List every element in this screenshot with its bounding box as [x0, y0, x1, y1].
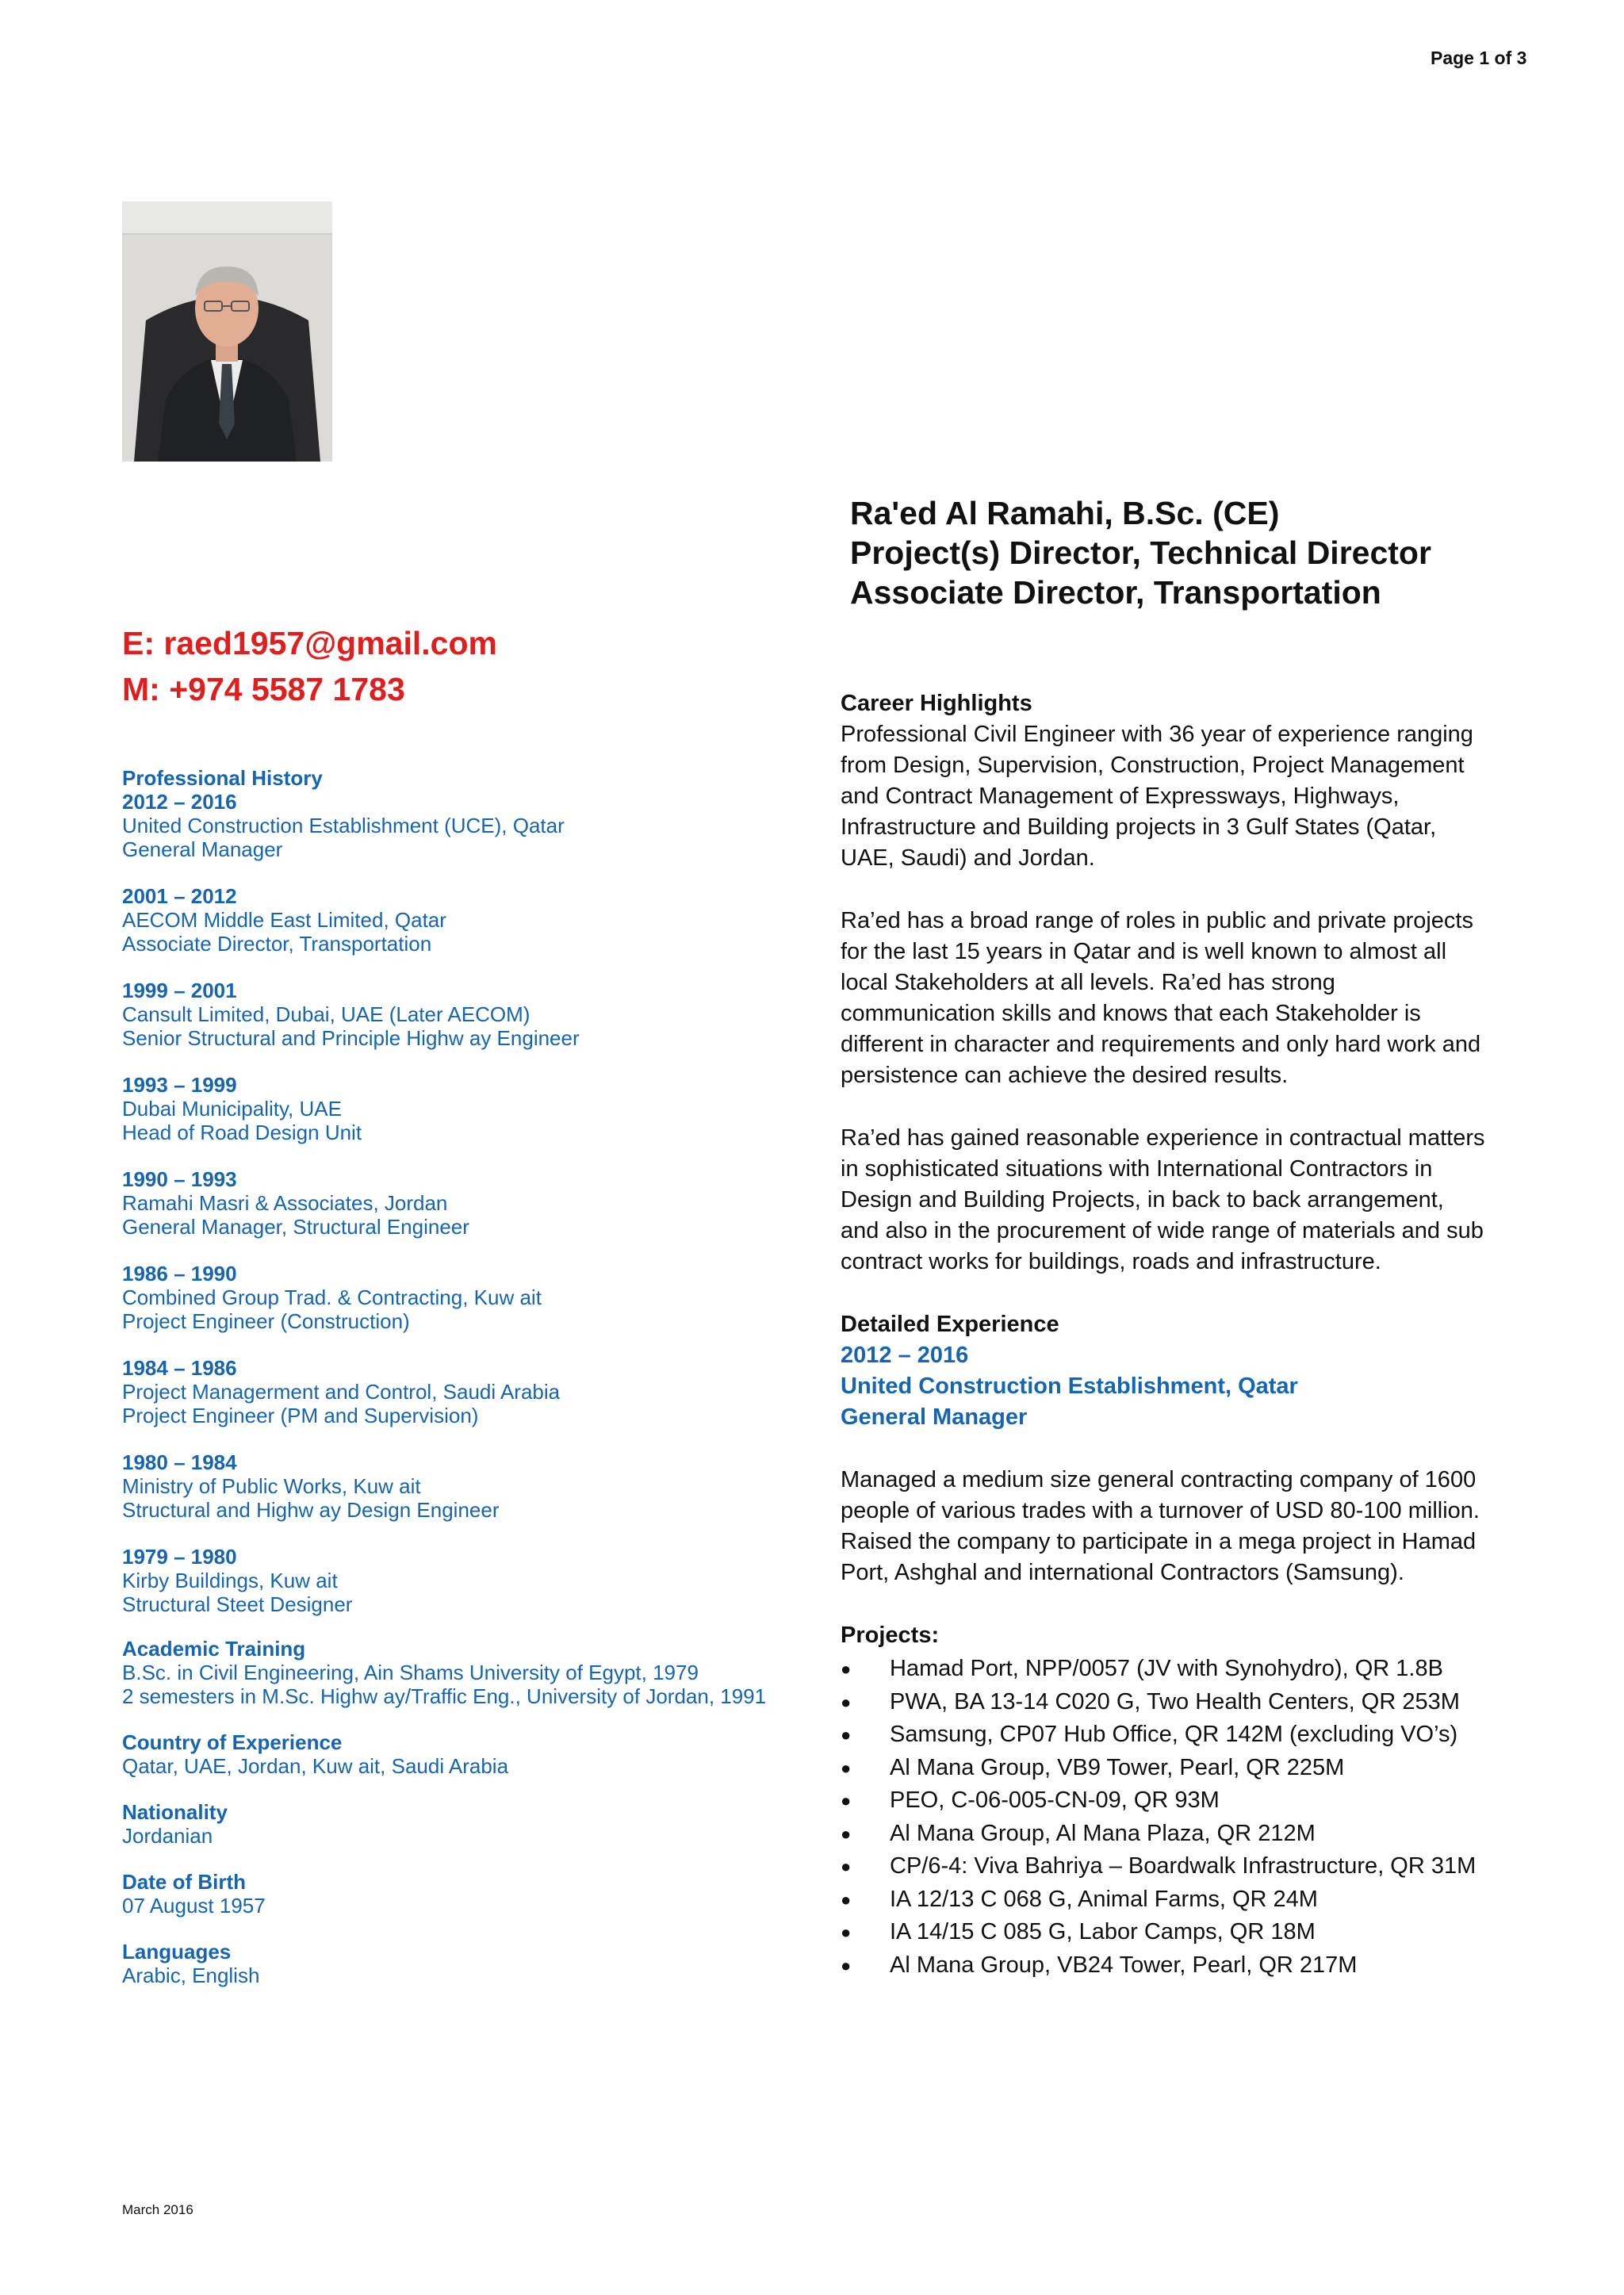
- career-highlights-heading: Career Highlights: [841, 691, 1032, 716]
- contact-block: [122, 620, 497, 712]
- bullet-icon: ●: [841, 1823, 852, 1844]
- history-role: General Manager, Structural Engineer: [122, 1215, 469, 1239]
- title-line: Associate Director, Transportation: [850, 574, 1381, 611]
- detailed-role: General Manager: [841, 1404, 1028, 1430]
- list-item: [841, 1752, 1538, 1785]
- text-line: contract works for buildings, roads and infrastructure.: [841, 1249, 1381, 1274]
- history-role: Project Engineer (PM and Supervision): [122, 1404, 479, 1427]
- bullet-icon: ●: [841, 1889, 852, 1910]
- career-paragraph: [841, 906, 1538, 1091]
- email-line[interactable]: E: raed1957@gmail.com: [122, 625, 497, 661]
- academic-section: [122, 1637, 820, 1708]
- text-line: Managed a medium size general contracting company of 1600: [841, 1467, 1477, 1492]
- academic-heading: Academic Training: [122, 1637, 306, 1661]
- project-text: CP/6-4: Viva Bahriya – Boardwalk Infrastructure, QR 31M: [890, 1853, 1477, 1879]
- career-paragraph: [841, 1123, 1538, 1278]
- text-line: Raised the company to participate in a mega project in Hamad: [841, 1529, 1477, 1554]
- history-company: Cansult Limited, Dubai, UAE (Later AECOM): [122, 1002, 530, 1026]
- history-entry: [122, 979, 820, 1050]
- text-line: in sophisticated situations with International Contractors in: [841, 1156, 1433, 1182]
- text-line: from Design, Supervision, Construction, Project Management: [841, 753, 1465, 778]
- text-line: Ra’ed has a broad range of roles in public and private projects: [841, 908, 1473, 933]
- text-line: different in character and requirements and only hard work and: [841, 1032, 1481, 1057]
- nationality-section: [122, 1800, 820, 1848]
- text-line: and also in the procurement of wide range of materials and sub: [841, 1218, 1484, 1243]
- history-entry: [122, 884, 820, 956]
- history-entry: [122, 790, 820, 861]
- footer-date: March 2016: [122, 2202, 193, 2217]
- projects-list: [841, 1653, 1538, 1982]
- history-years: 1979 – 1980: [122, 1545, 237, 1569]
- history-role: Structural Steet Designer: [122, 1592, 353, 1616]
- dob-heading: Date of Birth: [122, 1870, 246, 1894]
- languages-value: Arabic, English: [122, 1964, 260, 1987]
- history-years: 1993 – 1999: [122, 1073, 237, 1097]
- text-line: for the last 15 years in Qatar and is well known to almost all: [841, 939, 1447, 964]
- text-line: communication skills and knows that each Stakeholder is: [841, 1001, 1421, 1026]
- list-item: [841, 1784, 1538, 1818]
- history-company: United Construction Establishment (UCE), Qatar: [122, 814, 565, 837]
- bullet-icon: ●: [841, 1757, 852, 1778]
- bullet-icon: ●: [841, 1955, 852, 1975]
- history-entry: [122, 1545, 820, 1616]
- list-item: [841, 1686, 1538, 1719]
- name-title-block: [850, 493, 1431, 612]
- project-text: Hamad Port, NPP/0057 (JV with Synohydro), QR 1.8B: [890, 1656, 1443, 1681]
- project-text: Al Mana Group, VB9 Tower, Pearl, QR 225M: [890, 1754, 1345, 1780]
- detailed-description: [841, 1465, 1538, 1588]
- detailed-years: 2012 – 2016: [841, 1343, 969, 1368]
- history-company: Dubai Municipality, UAE: [122, 1097, 342, 1121]
- country-heading: Country of Experience: [122, 1730, 343, 1754]
- country-section: [122, 1730, 820, 1778]
- dob-section: [122, 1870, 820, 1918]
- mobile-line[interactable]: M: +974 5587 1783: [122, 671, 405, 707]
- professional-history-heading: Professional History: [122, 766, 323, 790]
- history-company: Project Managerment and Control, Saudi Arabia: [122, 1380, 561, 1404]
- academic-line: B.Sc. in Civil Engineering, Ain Shams University of Egypt, 1979: [122, 1661, 699, 1684]
- history-years: 1990 – 1993: [122, 1167, 237, 1191]
- person-portrait-icon: [122, 201, 332, 462]
- history-role: Associate Director, Transportation: [122, 932, 432, 956]
- project-text: IA 12/13 C 068 G, Animal Farms, QR 24M: [890, 1886, 1318, 1912]
- history-years: 1986 – 1990: [122, 1262, 237, 1285]
- list-item: [841, 1653, 1538, 1686]
- text-line: local Stakeholders at all levels. Ra’ed has strong: [841, 970, 1335, 995]
- bullet-icon: ●: [841, 1856, 852, 1876]
- history-years: 1980 – 1984: [122, 1450, 237, 1474]
- history-company: Kirby Buildings, Kuw ait: [122, 1569, 338, 1592]
- history-role: Structural and Highw ay Design Engineer: [122, 1498, 500, 1522]
- project-text: IA 14/15 C 085 G, Labor Camps, QR 18M: [890, 1919, 1316, 1944]
- text-line: persistence can achieve the desired results.: [841, 1063, 1289, 1088]
- nationality-heading: Nationality: [122, 1800, 228, 1824]
- languages-section: [122, 1940, 820, 1987]
- history-role: General Manager: [122, 837, 283, 861]
- text-line: Design and Building Projects, in back to back arrangement,: [841, 1187, 1444, 1213]
- text-line: Professional Civil Engineer with 36 year of experience ranging: [841, 722, 1473, 747]
- project-text: Al Mana Group, VB24 Tower, Pearl, QR 217M: [890, 1952, 1358, 1978]
- project-text: PEO, C-06-005-CN-09, QR 93M: [890, 1787, 1220, 1813]
- projects-heading: Projects:: [841, 1623, 940, 1648]
- history-entry: [122, 1073, 820, 1144]
- academic-line: 2 semesters in M.Sc. Highw ay/Traffic Eng., University of Jordan, 1991: [122, 1684, 767, 1708]
- history-entry: [122, 1356, 820, 1427]
- history-years: 2001 – 2012: [122, 884, 237, 908]
- history-company: Combined Group Trad. & Contracting, Kuw ait: [122, 1285, 542, 1309]
- bullet-icon: ●: [841, 1922, 852, 1942]
- bullet-icon: ●: [841, 1791, 852, 1810]
- history-role: Senior Structural and Principle Highw ay Engineer: [122, 1026, 580, 1050]
- title-line: Project(s) Director, Technical Director: [850, 534, 1431, 571]
- nationality-value: Jordanian: [122, 1824, 213, 1848]
- profile-photo: [122, 201, 332, 462]
- detailed-company: United Construction Establishment, Qatar: [841, 1374, 1298, 1399]
- history-company: AECOM Middle East Limited, Qatar: [122, 908, 446, 932]
- history-entry: [122, 1262, 820, 1333]
- right-column: [841, 688, 1538, 1982]
- languages-heading: Languages: [122, 1940, 232, 1964]
- text-line: people of various trades with a turnover of USD 80-100 million.: [841, 1498, 1480, 1523]
- project-text: PWA, BA 13-14 C020 G, Two Health Centers, QR 253M: [890, 1688, 1460, 1715]
- text-line: Infrastructure and Building projects in 3 Gulf States (Qatar,: [841, 814, 1437, 840]
- bullet-icon: ●: [841, 1692, 852, 1712]
- history-role: Head of Road Design Unit: [122, 1121, 362, 1144]
- text-line: and Contract Management of Expressways, Highways,: [841, 784, 1400, 809]
- list-item: [841, 1718, 1538, 1752]
- history-company: Ministry of Public Works, Kuw ait: [122, 1474, 421, 1498]
- history-company: Ramahi Masri & Associates, Jordan: [122, 1191, 448, 1215]
- list-item: [841, 1850, 1538, 1883]
- text-line: Port, Ashghal and international Contractors (Samsung).: [841, 1560, 1404, 1585]
- history-years: 1999 – 2001: [122, 979, 237, 1002]
- project-text: Samsung, CP07 Hub Office, QR 142M (excluding VO’s): [890, 1722, 1458, 1747]
- bullet-icon: ●: [841, 1659, 852, 1679]
- project-text: Al Mana Group, Al Mana Plaza, QR 212M: [890, 1820, 1316, 1846]
- history-role: Project Engineer (Construction): [122, 1309, 410, 1333]
- country-value: Qatar, UAE, Jordan, Kuw ait, Saudi Arabia: [122, 1754, 509, 1778]
- detailed-experience-heading: Detailed Experience: [841, 1312, 1059, 1337]
- history-entry: [122, 1450, 820, 1522]
- text-line: UAE, Saudi) and Jordan.: [841, 845, 1095, 871]
- history-entry: [122, 1167, 820, 1239]
- list-item: [841, 1916, 1538, 1949]
- career-paragraph: [841, 719, 1538, 874]
- history-years: 1984 – 1986: [122, 1356, 237, 1380]
- list-item: [841, 1883, 1538, 1917]
- bullet-icon: ●: [841, 1725, 852, 1745]
- text-line: Ra’ed has gained reasonable experience in contractual matters: [841, 1125, 1485, 1151]
- history-years: 2012 – 2016: [122, 790, 237, 814]
- left-column: [122, 766, 820, 1987]
- dob-value: 07 August 1957: [122, 1894, 266, 1918]
- name-line: Ra'ed Al Ramahi, B.Sc. (CE): [850, 495, 1280, 531]
- list-item: [841, 1818, 1538, 1851]
- page-number: Page 1 of 3: [1431, 48, 1527, 68]
- list-item: [841, 1949, 1538, 1983]
